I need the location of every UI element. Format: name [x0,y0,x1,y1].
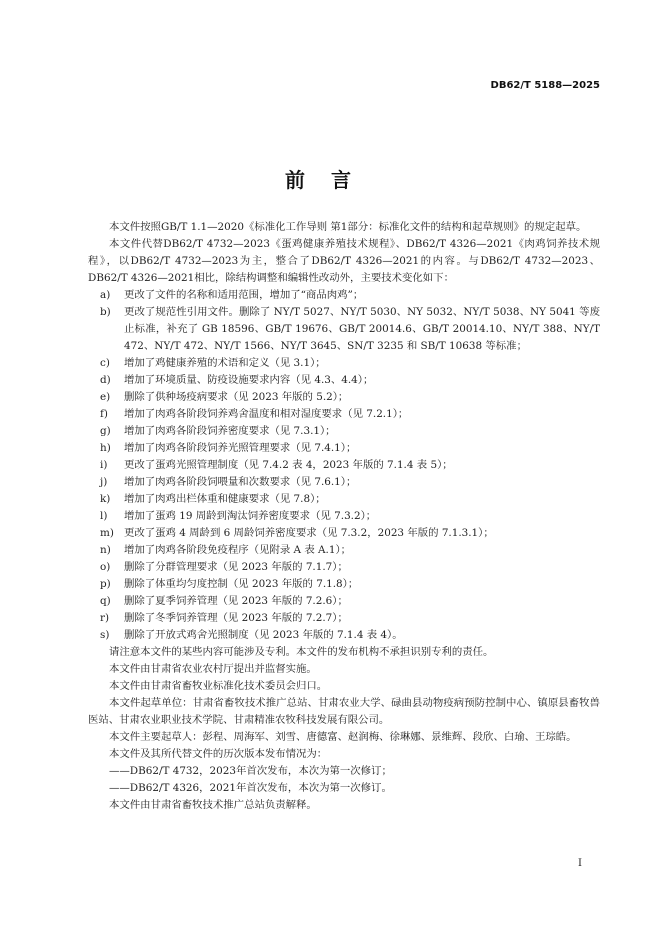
list-item [88,304,600,355]
patent-notice: 请注意本文件的某些内容可能涉及专利。本文件的发布机构不承担识别专利的责任。 [109,646,494,658]
list-text: 增加了肉鸡各阶段饲养密度要求（见 7.3.1）； [124,425,336,437]
list-marker: q) [100,595,111,607]
list-item [88,559,600,576]
list-item [88,355,600,372]
list-text: 更改了蛋鸡 4 周龄到 6 周龄饲养密度要求（见 7.3.2，2023 年版的 7.1.3.1）； [124,527,494,539]
list-marker: g) [100,425,111,437]
list-text: 删除了分群管理要求（见 2023 年版的 7.1.7）； [124,561,348,573]
list-text: 增加了肉鸡出栏体重和健康要求（见 7.8）； [124,493,326,505]
committee-statement: 本文件由甘肃省畜牧业标准化技术委员会归口。 [109,680,328,692]
list-marker: n) [100,544,111,556]
intro-paragraph: 本文件按照GB/T 1.1—2020《标准化工作导则 第1部分：标准化文件的结构和起草规则》的规定起草。 [109,221,587,233]
list-text: 增加了环境质量、防疫设施要求内容（见 4.3、4.4）； [124,374,374,386]
list-text: 删除了供种场疫病要求（见 2023 年版的 5.2）； [124,391,349,403]
list-marker: i) [100,459,108,471]
list-text: 删除了夏季饲养管理（见 2023 年版的 7.2.6）； [124,595,348,607]
list-text: 删除了冬季饲养管理（见 2023 年版的 7.2.7）； [124,612,348,624]
list-text: 更改了蛋鸡光照管理制度（见 7.4.2 表 4，2023 年版的 7.1.4 表 5）； [124,459,453,471]
history-item: ——DB62/T 4326，2021年首次发布，本次为第一次修订。 [109,782,392,794]
list-marker: o) [100,561,111,573]
proposer-statement: 本文件由甘肃省农业农村厅提出并监督实施。 [109,663,317,675]
drafters: 本文件主要起草人：彭程、周海军、刘雪、唐德富、赵润梅、徐琳娜、景维辉、段欣、白瑜、王琮皓。 [109,731,577,743]
history-item: ——DB62/T 4732，2023年首次发布，本次为第一次修订； [109,765,392,777]
list-marker: c) [100,357,110,369]
list-marker: k) [100,493,111,505]
list-text: 删除了开放式鸡舍光照制度（见 2023 年版的 7.1.4 表 4）。 [124,629,403,641]
list-text: 增加了肉鸡各阶段免疫程序（见附录 A 表 A.1）； [124,544,352,556]
list-marker: a) [100,289,111,301]
page-number: I [578,858,582,869]
list-item [88,593,600,610]
list-item [88,406,600,423]
list-marker: e) [100,391,111,403]
list-item [88,287,600,304]
list-item [88,627,600,644]
list-marker: p) [100,578,111,590]
list-marker: l) [100,510,108,522]
drafting-units: 本文件起草单位：甘肃省畜牧技术推广总站、甘肃农业大学、碌曲县动物疫病预防控制中心、镇原县畜牧兽医站、甘肃农业职业技术学院、甘肃精准农牧科技发展有限公司。 [88,697,600,726]
list-item [88,576,600,593]
list-item [88,423,600,440]
list-text: 更改了文件的名称和适用范围，增加了“商品肉鸡”； [124,289,364,301]
list-text: 增加了肉鸡各阶段饲喂量和次数要求（见 7.6.1）； [124,476,357,488]
list-marker: j) [100,476,108,488]
list-marker: b) [100,306,111,318]
list-item [88,525,600,542]
list-item [88,610,600,627]
document-code: DB62/T 5188—2025 [490,80,600,91]
list-text: 增加了鸡健康养殖的术语和定义（见 3.1）； [124,357,326,369]
intro-paragraph: 本文件代替DB62/T 4732—2023《蛋鸡健康养殖技术规程》、DB62/T 4326—2021《肉鸡饲养技术规程》，以DB62/T 4732—2023为主，整合了DB62/T 4326—2021的内容。与DB62/T 4732—2023、DB62/T 4326—2021相比，除结构调整和编辑性改动外，主要技术变化如下： [88,238,600,284]
history-intro: 本文件及其所代替文件的历次版本发布情况为： [109,748,328,760]
foreword-body [88,219,600,814]
page-title: 前言 [285,168,377,192]
changes-list [88,287,600,644]
list-text: 删除了体重均匀度控制（见 2023 年版的 7.1.8）； [124,578,359,590]
list-marker: r) [100,612,110,624]
list-item [88,457,600,474]
list-text: 更改了规范性引用文件。删除了 NY/T 5027、NY/T 5030、NY 5032、NY/T 5038、NY 5041 等废止标准，补充了 GB 18596、GB/T 19676、GB/T 20014.6、GB/T 20014.10、NY/T 388、NY/T 472、NY/T 472、NY/T 1566、NY/T 3645、SN/T 3235 和 SB/T 10638 等标准； [124,306,600,352]
list-item [88,372,600,389]
list-text: 增加了肉鸡各阶段饲养光照管理要求（见 7.4.1）； [124,442,357,454]
list-text: 增加了蛋鸡 19 周龄到淘汰饲养密度要求（见 7.3.2）； [124,510,377,522]
list-item [88,440,600,457]
list-item [88,389,600,406]
list-marker: m) [100,527,114,539]
list-text: 增加了肉鸡各阶段饲养鸡舍温度和相对湿度要求（见 7.2.1）； [124,408,409,420]
list-item [88,508,600,525]
list-marker: s) [100,629,110,641]
list-item [88,491,600,508]
list-item [88,542,600,559]
list-marker: d) [100,374,111,386]
list-marker: h) [100,442,111,454]
list-marker: f) [100,408,108,420]
interpretation-statement: 本文件由甘肃省畜牧技术推广总站负责解释。 [109,799,317,811]
list-item [88,474,600,491]
